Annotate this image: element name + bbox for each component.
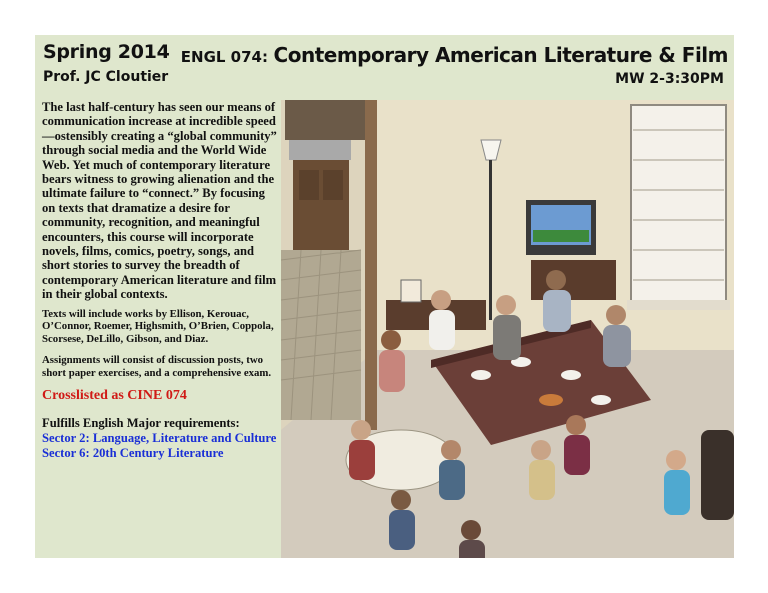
assignments-text: Assignments will consist of discussion posts, two short paper exercises, and a comprehensive exam. [42,354,272,379]
requirement-sector-6: Sector 6: 20th Century Literature [42,445,224,460]
illustration-dinner-gathering [281,100,734,558]
professor-label: Prof. JC Cloutier [43,69,169,85]
armchair [701,430,734,520]
course-schedule: MW 2-3:30PM [615,71,724,87]
plate-3 [561,370,581,380]
photo-frame [401,280,421,302]
kitchen-counter [289,140,351,160]
requirement-sector-2: Sector 2: Language, Literature and Culture [42,430,277,445]
lamp-pole [489,160,492,320]
kitchen-cabinet-top [285,100,365,140]
requirements-heading: Fulfills English Major requirements: [42,415,240,430]
door-frame [365,100,377,430]
window [631,105,726,305]
course-code: ENGL 074: [180,48,268,66]
course-name: Contemporary American Literature & Film [273,43,728,67]
tv-field [533,230,589,242]
cabinet-door-2 [323,170,343,200]
cabinet-door-1 [299,170,319,200]
course-flyer [35,35,734,558]
semester-label: Spring 2014 [43,41,170,63]
plate-1 [471,370,491,380]
tv-stand [531,260,616,300]
course-title [181,43,728,67]
flyer-text-column [42,100,278,461]
crosslisted-note: Crosslisted as CINE 074 [42,387,187,403]
window-sill [627,300,730,310]
food-dish [539,394,563,406]
course-description: The last half-century has seen our means of communication increase at incredible speed—ostensibly creating a “global community” through social media and the World Wide Web. Yet much of contemporary literature bears witness to growing alienation and the ultimate failure to “connect.” By focusing on texts that dramatize a desire for community, recognition, and meaningful encounters, this course will incorporate novels, films, comics, poetry, songs, and short stories to survey the breadth of contemporary American literature and film in their global contexts. [42,100,277,302]
texts-list: Texts will include works by Ellison, Kerouac, O’Connor, Roemer, Highsmith, O’Brien, Coppola, Scorsese, DeLillo, Gibson, and Diaz. [42,307,274,346]
plate-4 [591,395,611,405]
